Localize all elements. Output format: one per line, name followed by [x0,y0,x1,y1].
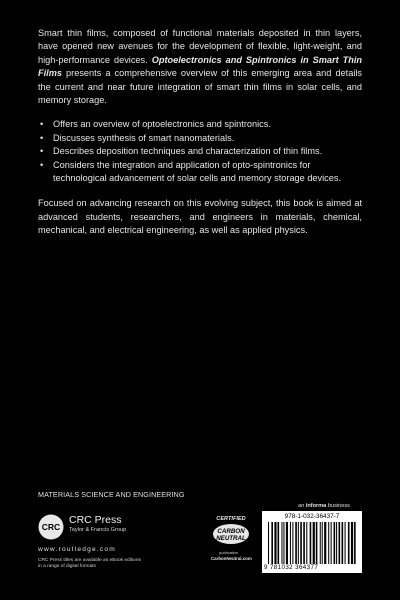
barcode-bar [336,522,337,564]
intro-text-start: Smart thin films, composed of functional materials deposited in thin layers, have opened new avenues for the development of flexible, light-weight, and high-performance devices. [38,28,362,65]
barcode-bar [334,522,336,564]
carbon-mark-line2: NEUTRAL [216,535,246,542]
barcode-bar [278,522,280,564]
barcode-bar [331,522,332,564]
barcode-bar [303,522,305,564]
barcode-bar [283,522,284,564]
isbn-number: 978-1-032-36437-7 [284,513,340,520]
informa-business-line [298,503,350,509]
barcode-bar [339,522,341,564]
feature-item [38,132,362,145]
intro-paragraph [38,27,362,107]
ebook-note [38,558,141,571]
ebook-note-line: in a range of digital formats [38,564,96,570]
audience-paragraph: Focused on advancing research on this evolving subject, this book is aimed at advanced students, researchers, and engineers in materials, chemical, mechanical, and electrical engineering, as well as applied physics. [38,198,362,236]
barcode-bar [324,522,326,564]
barcode-digits: 9 781032 364377 [264,564,319,571]
barcode-bar [292,522,293,564]
barcode-bar [298,522,299,564]
informa-brand: informa [305,503,327,509]
barcode-bar [354,522,356,564]
back-cover-description [38,27,362,238]
barcode-bar [316,522,318,564]
feature-text: Describes deposition techniques and characterization of thin films. [53,146,323,157]
book-title-inline: Optoelectronics and Spintronics in Smart Thin Films [38,54,363,79]
barcode-bar [351,522,353,564]
publisher-name: CRC Press [69,514,122,526]
barcode-bar [345,522,346,564]
barcode-bar [320,522,321,564]
barcode-bar [322,522,323,564]
barcode-bar [274,522,276,564]
bullet-icon: • [40,146,44,157]
publisher-website: www.routledge.com [38,546,116,553]
subject-category: MATERIALS SCIENCE AND ENGINEERING [38,490,185,499]
feature-list [38,118,362,185]
bullet-icon: • [40,159,44,170]
publisher-name-block [69,514,126,534]
bullet-icon: • [40,119,44,130]
barcode-bar [281,522,282,564]
feature-text: Offers an overview of optoelectronics and spintronics. [53,119,271,130]
barcode-bar [328,522,329,564]
barcode-bar [286,522,288,564]
carbon-url: CarbonNeutral.com [211,556,252,561]
crc-press-logo-icon [38,514,64,540]
barcode-bar [268,522,269,564]
barcode-bar [310,522,312,564]
barcode-bar [290,522,291,564]
feature-text: Discusses synthesis of smart nanomaterials. [53,132,235,143]
carbon-mark-line1: CARBON [217,528,245,535]
carbon-publication-label: publication [219,550,239,555]
bullet-icon: • [40,132,44,143]
informa-prefix: an [298,503,306,509]
informa-suffix: business [326,503,350,509]
barcode-bar [342,522,344,564]
ebook-note-line: CRC Press titles are available as eBook editions [38,558,141,563]
feature-item [38,118,362,131]
feature-text: Considers the integration and application of opto-spintronics for technological advancement of solar cells and memory storage devices. [53,159,342,184]
crc-logo-text: CRC [41,522,61,533]
barcode-bar [300,522,302,564]
barcode-bar [348,522,350,564]
publisher-group: Taylor & Francis Group [69,527,127,533]
feature-item [38,159,362,186]
intro-text-end: presents a comprehensive overview of this emerging area and details the current and near future integration of smart thin films in solar cells, and memory storage. [38,68,362,106]
feature-item [38,145,362,158]
carbon-certified-text: CERTIFIED [216,516,246,522]
barcode-bar [295,522,297,564]
barcode-bar [306,522,307,564]
barcode-bars-icon [268,522,360,564]
barcode-bar [313,522,315,564]
isbn-barcode [262,511,362,573]
barcode-bar [271,522,273,564]
